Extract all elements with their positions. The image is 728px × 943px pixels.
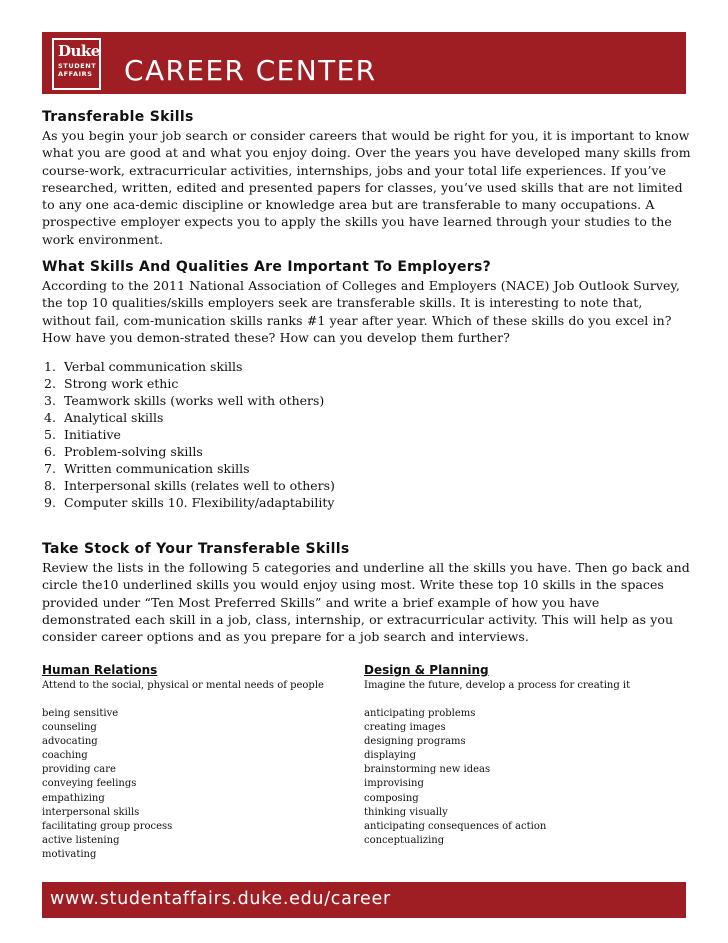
list-item: 4. Analytical skills (44, 410, 164, 425)
list-item: 1. Verbal communication skills (44, 359, 243, 374)
logo-student-text: STUDENT (58, 62, 97, 70)
list-item: brainstorming new ideas (364, 764, 491, 776)
intro-paragraph: As you begin your job search or consider careers that would be right for you, it is important to know what you are good at and what you enjoy doing. Over the years you have developed many skills from course-work, extracurricular activities, internships, jobs and your total life experiences. If you’ve researched, written, edited and presented papers for classes, you’ve used skills that are not limited to any one aca-demic discipline or knowledge area but are transferable to many occupations. A prospective employer expects you to apply the skills you have learned through your studies to the work environment. (42, 128, 691, 247)
list-item: anticipating consequences of action (364, 820, 547, 832)
logo-duke-text: Duke (58, 42, 100, 60)
category-title: Design & Planning (364, 663, 489, 677)
list-item: thinking visually (364, 806, 448, 818)
list-item: providing care (42, 764, 116, 776)
list-item: anticipating problems (364, 708, 476, 719)
duke-student-affairs-logo (52, 38, 101, 90)
list-item: interpersonal skills (42, 806, 140, 818)
list-item: creating images (364, 722, 446, 734)
category-skill-list (364, 707, 684, 848)
page-title: CAREER CENTER (124, 54, 377, 87)
list-item: 3. Teamwork skills (works well with others) (44, 393, 325, 408)
nace-paragraph: According to the 2011 National Association of Colleges and Employers (NACE) Job Outlook Survey, the top 10 qualities/skills employers seek are transferable skills. It is interesting to note that, without fail, com-munication skills ranks #1 year after year. Which of these skills do you excel in? How have you demon-strated these? How can you develop them further? (42, 278, 680, 345)
list-item: 6. Problem-solving skills (44, 444, 203, 459)
list-item: being sensitive (42, 708, 119, 719)
list-item: designing programs (364, 736, 466, 748)
list-item: coaching (42, 750, 88, 762)
list-item: 7. Written communication skills (44, 461, 250, 476)
list-item: empathizing (42, 792, 105, 804)
list-item: 8. Interpersonal skills (relates well to others) (44, 478, 335, 493)
header-banner (42, 32, 686, 94)
list-item: facilitating group process (42, 820, 173, 832)
category-skill-list (42, 707, 362, 862)
list-item: 9. Computer skills 10. Flexibility/adaptability (44, 495, 335, 510)
list-item: advocating (42, 736, 98, 748)
list-item: counseling (42, 722, 97, 734)
list-item: conveying feelings (42, 778, 137, 790)
category-human-relations (42, 663, 362, 862)
list-item: motivating (42, 848, 97, 860)
section-heading-employer-skills: What Skills And Qualities Are Important To Employers? (42, 259, 491, 275)
list-item: displaying (364, 750, 416, 762)
top-skills-list (44, 358, 335, 511)
category-subtitle: Attend to the social, physical or mental needs of people (42, 680, 324, 691)
list-item: 2. Strong work ethic (44, 376, 179, 391)
take-stock-paragraph: Review the lists in the following 5 categories and underline all the skills you have. Then go back and circle the10 underlined skills you would enjoy using most. Write these top 10 skills in the spaces provided under “Ten Most Preferred Skills” and write a brief example of how you have demonstrated each skill in a job, class, internship, or extracurricular activity. This will help as you consider career options and as you prepare for a job search and interviews. (42, 560, 690, 645)
list-item: composing (364, 792, 419, 804)
footer-url-link[interactable]: www.studentaffairs.duke.edu/career (50, 889, 391, 909)
category-subtitle: Imagine the future, develop a process for creating it (364, 680, 631, 691)
section-heading-take-stock: Take Stock of Your Transferable Skills (42, 541, 350, 557)
logo-affairs-text: AFFAIRS (58, 70, 93, 78)
list-item: improvising (364, 778, 424, 790)
list-item: 5. Initiative (44, 427, 121, 442)
list-item: active listening (42, 834, 120, 846)
list-item: conceptualizing (364, 834, 445, 846)
footer-banner (42, 882, 686, 918)
category-design-planning (364, 663, 684, 848)
category-title: Human Relations (42, 663, 158, 677)
section-heading-transferable-skills: Transferable Skills (42, 109, 194, 125)
